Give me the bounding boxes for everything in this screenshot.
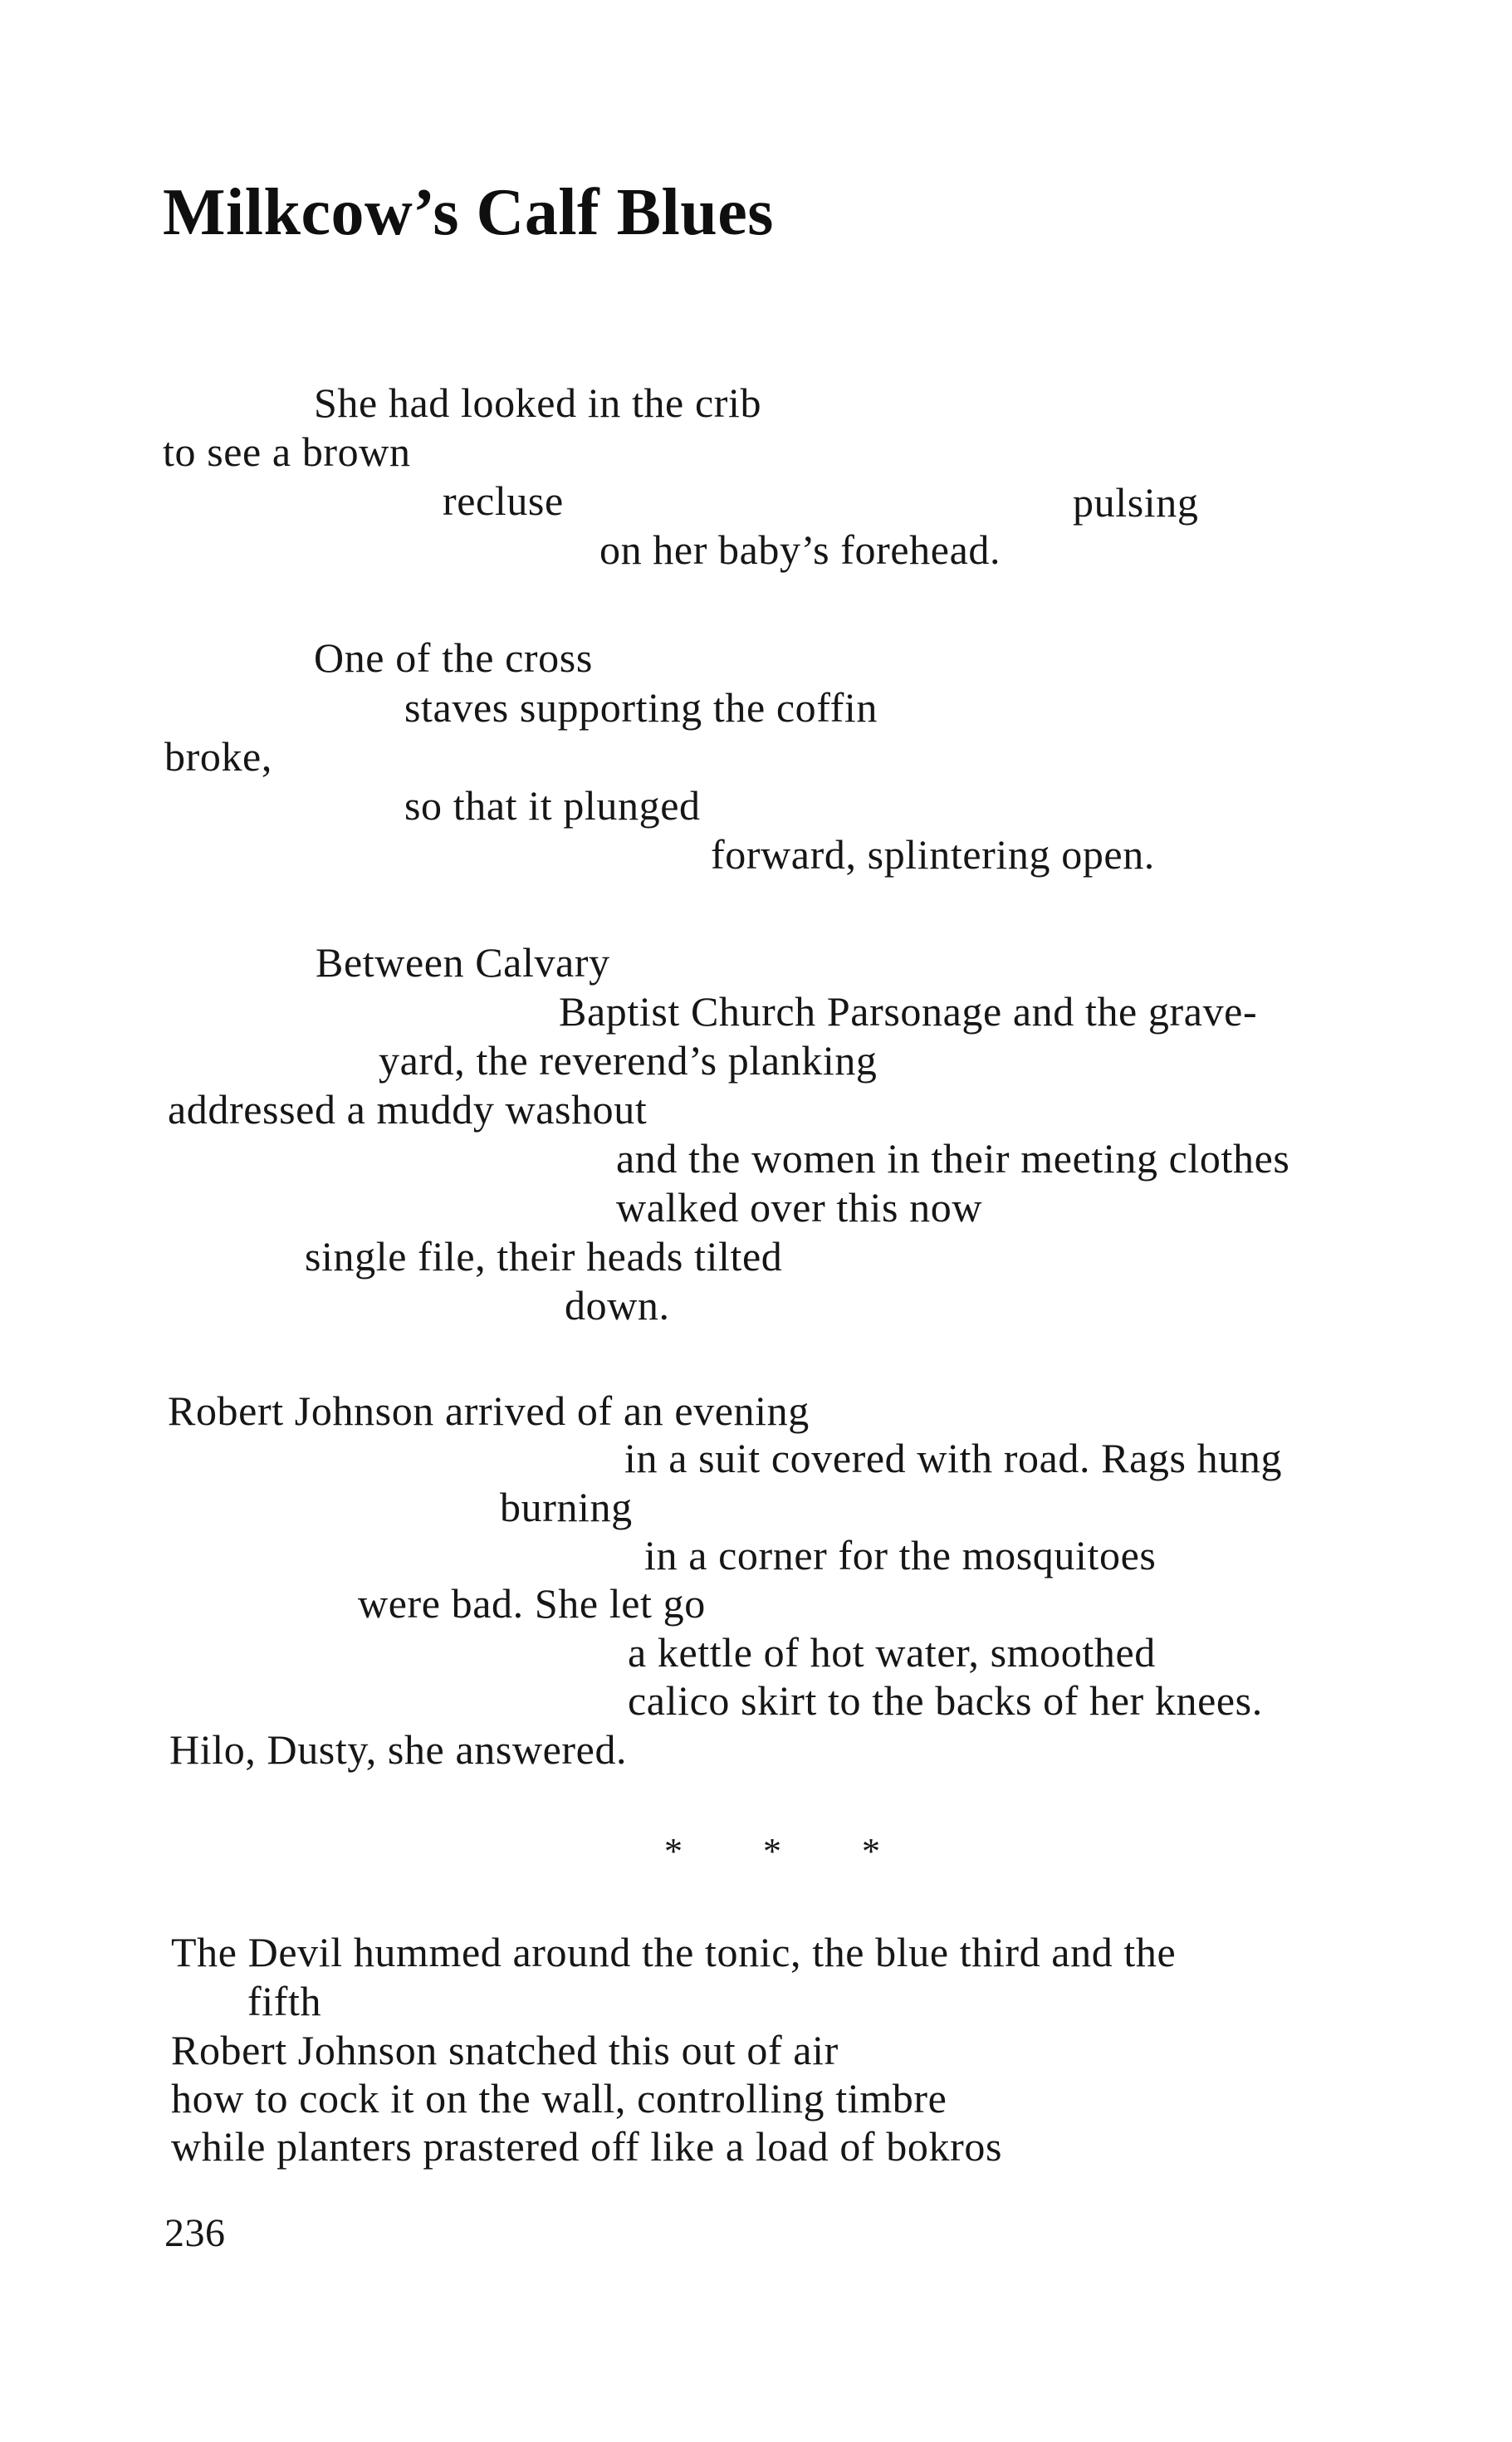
poem-line: Robert Johnson arrived of an evening xyxy=(168,1387,810,1434)
poem-line: were bad. She let go xyxy=(358,1580,706,1627)
poem-line: yard, the reverend’s planking xyxy=(379,1037,878,1084)
poem-line: in a corner for the mosquitoes xyxy=(644,1532,1157,1578)
poem-line: how to cock it on the wall, controlling timbre xyxy=(171,2075,947,2121)
poem-line: The Devil hummed around the tonic, the blue third and the xyxy=(171,1929,1177,1975)
poem-line: Baptist Church Parsonage and the grave- xyxy=(559,988,1258,1035)
separator-asterisk: * xyxy=(862,1831,880,1872)
poem-line: Hilo, Dusty, she answered. xyxy=(169,1726,628,1773)
poem-line: addressed a muddy washout xyxy=(168,1086,648,1133)
poem-line: in a suit covered with road. Rags hung xyxy=(624,1435,1283,1481)
poem-line: broke, xyxy=(164,733,272,780)
poem-line: walked over this now xyxy=(616,1184,983,1231)
poem-line: staves supporting the coffin xyxy=(404,684,878,731)
separator-asterisk: * xyxy=(664,1831,683,1872)
poem-line: on her baby’s forehead. xyxy=(599,526,1001,573)
poem-line: burning xyxy=(500,1484,633,1530)
poem-line: and the women in their meeting clothes xyxy=(616,1135,1290,1182)
poem-line: so that it plunged xyxy=(404,782,701,829)
poem-line: calico skirt to the backs of her knees. xyxy=(628,1677,1263,1724)
poem-title: Milkcow’s Calf Blues xyxy=(163,176,774,249)
separator-asterisk: * xyxy=(763,1831,781,1872)
poem-line: recluse xyxy=(443,477,564,524)
page-number: 236 xyxy=(164,2211,226,2255)
poem-line: down. xyxy=(565,1282,670,1329)
poem-line: Between Calvary xyxy=(316,939,610,986)
section-separator xyxy=(664,1827,880,1877)
poem-line: forward, splintering open. xyxy=(711,831,1155,878)
poem-line: to see a brown xyxy=(163,428,411,475)
poem-line: Robert Johnson snatched this out of air xyxy=(171,2027,839,2073)
poem-line: pulsing xyxy=(1073,479,1199,526)
poem-line: One of the cross xyxy=(314,634,593,681)
poem-line: a kettle of hot water, smoothed xyxy=(628,1629,1156,1676)
poem-line: She had looked in the crib xyxy=(314,379,762,426)
poem-line: while planters prastered off like a load of bokros xyxy=(171,2123,1002,2170)
poem-line: single file, their heads tilted xyxy=(305,1233,783,1280)
poem-line: fifth xyxy=(247,1978,322,2024)
